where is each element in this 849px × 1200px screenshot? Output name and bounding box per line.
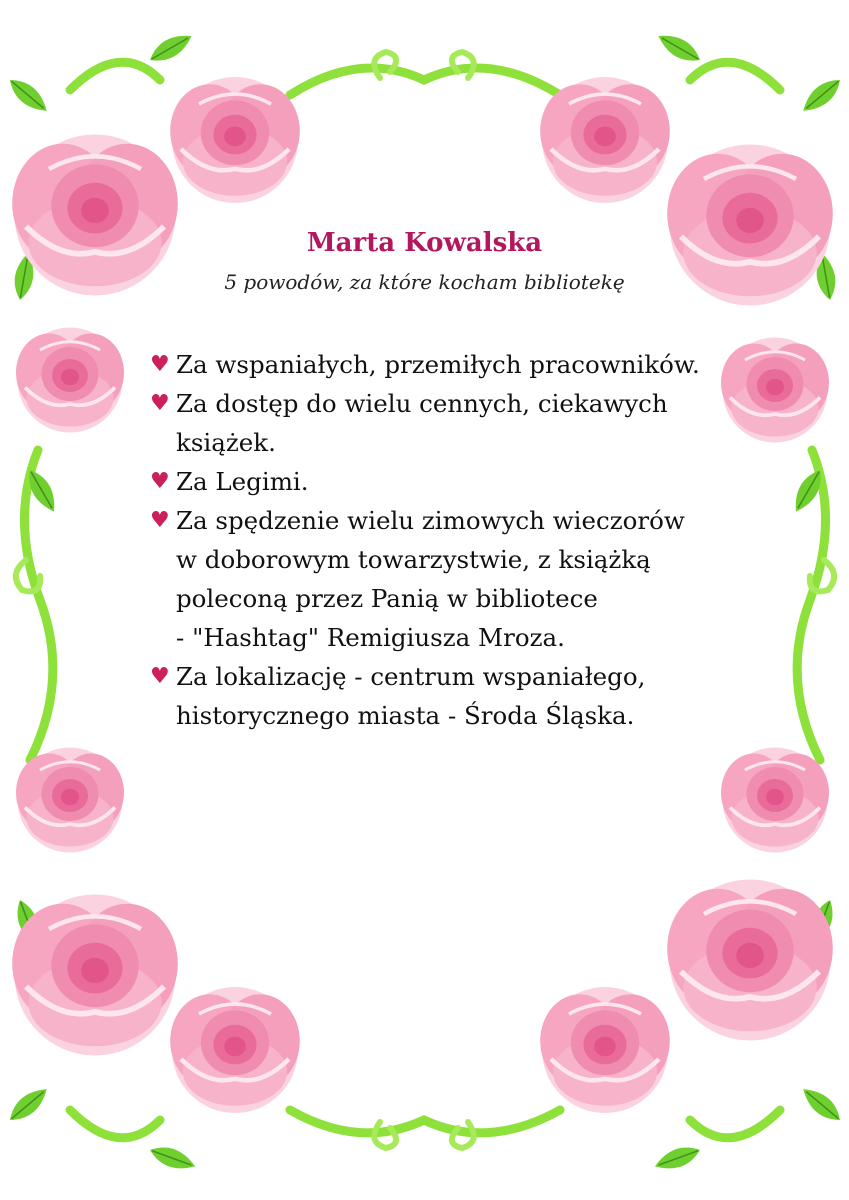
heart-icon: ♥ [150, 352, 170, 377]
reason-line: w doborowym towarzystwie, z książką [176, 545, 651, 574]
reason-line: Za dostęp do wielu cennych, ciekawych [176, 389, 668, 418]
heart-icon: ♥ [150, 664, 170, 689]
reasons-list [150, 345, 710, 735]
reason-line: Za spędzenie wielu zimowych wieczorów [176, 506, 685, 535]
list-item [150, 462, 710, 501]
list-item [150, 345, 710, 384]
reason-line: historycznego miasta - Środa Śląska. [176, 701, 635, 730]
list-item [150, 384, 710, 462]
list-item [150, 657, 710, 735]
reason-line: książek. [176, 428, 276, 457]
list-item [150, 501, 710, 657]
heart-icon: ♥ [150, 469, 170, 494]
reason-line: poleconą przez Panią w bibliotece [176, 584, 598, 613]
reason-line: Za wspaniałych, przemiłych pracowników. [176, 350, 700, 379]
reason-line: Za lokalizację - centrum wspaniałego, [176, 662, 646, 691]
heart-icon: ♥ [150, 508, 170, 533]
author-name: Marta Kowalska [306, 228, 543, 258]
heart-icon: ♥ [150, 391, 170, 416]
reason-line: - "Hashtag" Remigiusza Mroza. [176, 623, 565, 652]
reason-line: Za Legimi. [176, 467, 309, 496]
document-subtitle: 5 powodów, za które kocham bibliotekę [224, 270, 625, 294]
